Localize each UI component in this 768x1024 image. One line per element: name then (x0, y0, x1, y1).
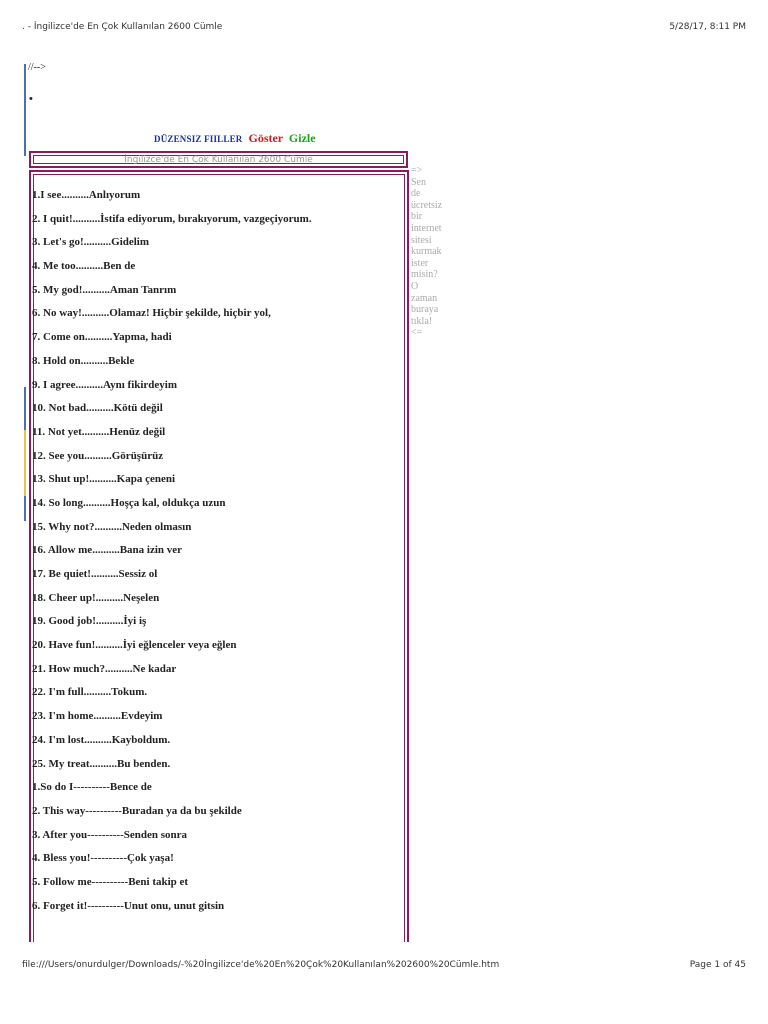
side-ad-word: internet (411, 222, 442, 234)
side-ad-link[interactable] (411, 165, 451, 339)
print-header (22, 22, 746, 36)
side-ad-word: tıkla! (411, 315, 433, 327)
content-box-inner-right-border (404, 174, 405, 942)
phrase-item: 15. Why not?..........Neden olmasın (32, 520, 192, 533)
phrase-item: 20. Have fun!..........İyi eğlenceler veya eğlen (32, 639, 237, 652)
side-ad-word: ister (411, 257, 429, 269)
side-ad-word: de (411, 188, 421, 200)
phrase-item: 16. Allow me..........Bana izin ver (32, 544, 183, 557)
side-ad-word: buraya (411, 304, 439, 316)
phrase-item: 25. My treat..........Bu benden. (32, 757, 171, 770)
phrase-item: 2. I quit!..........İstifa ediyorum, bırakıyorum, vazgeçiyorum. (32, 212, 312, 225)
phrase-item: 1.So do I----------Bence de (32, 781, 152, 794)
bullet-point: • (29, 93, 33, 105)
side-ad-word: Sen (411, 176, 426, 188)
phrase-item: 5. Follow me----------Beni takip et (32, 875, 189, 888)
phrase-item: 13. Shut up!..........Kapa çeneni (32, 473, 176, 486)
side-ad-word: ücretsiz (411, 199, 443, 211)
irregular-verbs-label: DÜZENSIZ FIILLER (154, 134, 243, 144)
phrase-list (32, 188, 312, 922)
phrase-item: 18. Cheer up!..........Neşelen (32, 591, 160, 604)
phrase-item: 6. Forget it!----------Unut onu, unut gitsin (32, 899, 225, 912)
side-ad-word: bir (411, 211, 423, 223)
phrase-item: 12. See you..........Görüşürüz (32, 449, 164, 462)
title-box (29, 151, 408, 168)
phrase-item: 22. I'm full..........Tokum. (32, 686, 148, 699)
phrase-item: 9. I agree..........Aynı fikirdeyim (32, 378, 178, 391)
phrase-item: 19. Good job!..........İyi iş (32, 615, 147, 628)
script-comment-text: //--> (28, 62, 46, 73)
side-ad-word: misin? (411, 269, 438, 281)
phrase-item: 3. After you----------Senden sonra (32, 828, 187, 841)
phrase-item: 8. Hold on..........Bekle (32, 354, 135, 367)
phrase-item: 17. Be quiet!..........Sessiz ol (32, 568, 158, 580)
side-ad-word: => (411, 165, 423, 176)
side-ad-word: sitesi (411, 234, 432, 246)
side-ad-word: zaman (411, 292, 438, 304)
phrase-item: 7. Come on..........Yapma, hadi (32, 331, 172, 344)
show-link[interactable]: Göster (248, 131, 283, 145)
left-margin-bar-yellow (24, 430, 26, 496)
phrase-item: 2. This way----------Buradan ya da bu şekilde (32, 804, 242, 817)
left-margin-bar-blue (24, 64, 26, 156)
phrase-item: 5. My god!..........Aman Tanrım (32, 283, 177, 296)
print-footer-path: file:///Users/onurdulger/Downloads/-%20İngilizce'de%20En%20Çok%20Kullanılan%202600%20Cümle.htm (22, 960, 500, 970)
side-ad-word: kurmak (411, 246, 442, 258)
phrase-item: 21. How much?..........Ne kadar (32, 662, 177, 675)
side-ad-word: O (411, 280, 419, 292)
phrase-item: 3. Let's go!..........Gidelim (32, 236, 150, 249)
title-box-text: İngilizce'de En Çok Kullanılan 2600 Cümle (33, 155, 404, 164)
phrase-item: 14. So long..........Hoşça kal, oldukça uzun (32, 496, 226, 509)
irregular-verbs-toggle (154, 131, 316, 146)
phrase-item: 6. No way!..........Olamaz! Hiçbir şekilde, hiçbir yol, (32, 307, 271, 320)
print-footer (22, 960, 746, 974)
side-ad-word: <= (411, 327, 423, 339)
phrase-item: 24. I'm lost..........Kayboldum. (32, 733, 171, 746)
hide-link[interactable]: Gizle (288, 131, 316, 145)
print-header-title: . - İngilizce'de En Çok Kullanılan 2600 Cümle (22, 22, 223, 32)
content-box-inner-top-border (33, 174, 405, 175)
phrase-item: 23. I'm home..........Evdeyim (32, 710, 163, 723)
print-footer-page: Page 1 of 45 (689, 960, 746, 970)
phrase-item: 11. Not yet..........Henüz değil (32, 425, 166, 438)
phrase-item: 10. Not bad..........Kötü değil (32, 402, 163, 415)
phrase-item: 4. Bless you!----------Çok yaşa! (32, 852, 174, 865)
phrase-item: 1.I see..........Anlıyorum (32, 189, 141, 201)
phrase-item: 4. Me too..........Ben de (32, 260, 136, 273)
print-header-datetime: 5/28/17, 8:11 PM (669, 22, 746, 32)
